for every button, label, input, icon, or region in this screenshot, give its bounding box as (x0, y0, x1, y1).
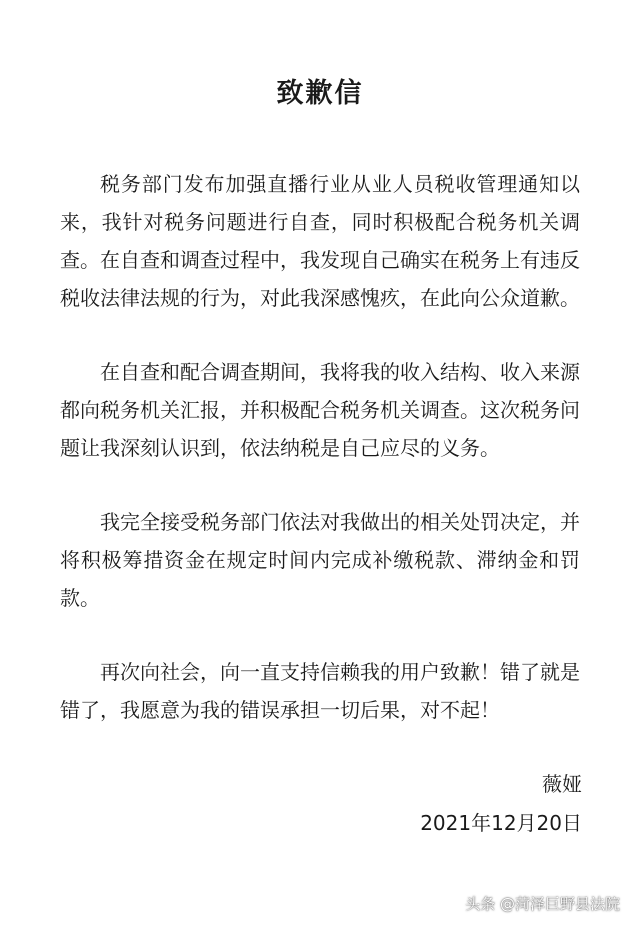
signature-name: 薇娅 (542, 772, 582, 796)
letter-paragraph: 税务部门发布加强直播行业从业人员税收管理通知以来，我针对税务问题进行自查，同时积极配合税务机关调查。在自查和调查过程中，我发现自己确实在税务上有违反税收法律法规的行为，对此我深感愧疚，在此向公众道歉。 (60, 172, 580, 310)
letter-title: 致歉信 (276, 78, 364, 109)
letter-paragraph: 在自查和配合调查期间，我将我的收入结构、收入来源都向税务机关汇报，并积极配合税务机关调查。这次税务问题让我深刻认识到，依法纳税是自己应尽的义务。 (60, 360, 580, 460)
watermark-text: 头条 @菏泽巨野县法院 (465, 895, 620, 913)
signature-date: 2021年12月20日 (420, 811, 582, 835)
source-watermark (465, 893, 620, 914)
letter-body (60, 165, 580, 765)
letter-paragraph: 我完全接受税务部门依法对我做出的相关处罚决定，并将积极筹措资金在规定时间内完成补缴税款、滞纳金和罚款。 (60, 510, 580, 610)
letter-paragraph: 再次向社会，向一直支持信赖我的用户致歉！错了就是错了，我愿意为我的错误承担一切后果，对不起！ (60, 660, 580, 722)
signature-block (420, 768, 582, 842)
